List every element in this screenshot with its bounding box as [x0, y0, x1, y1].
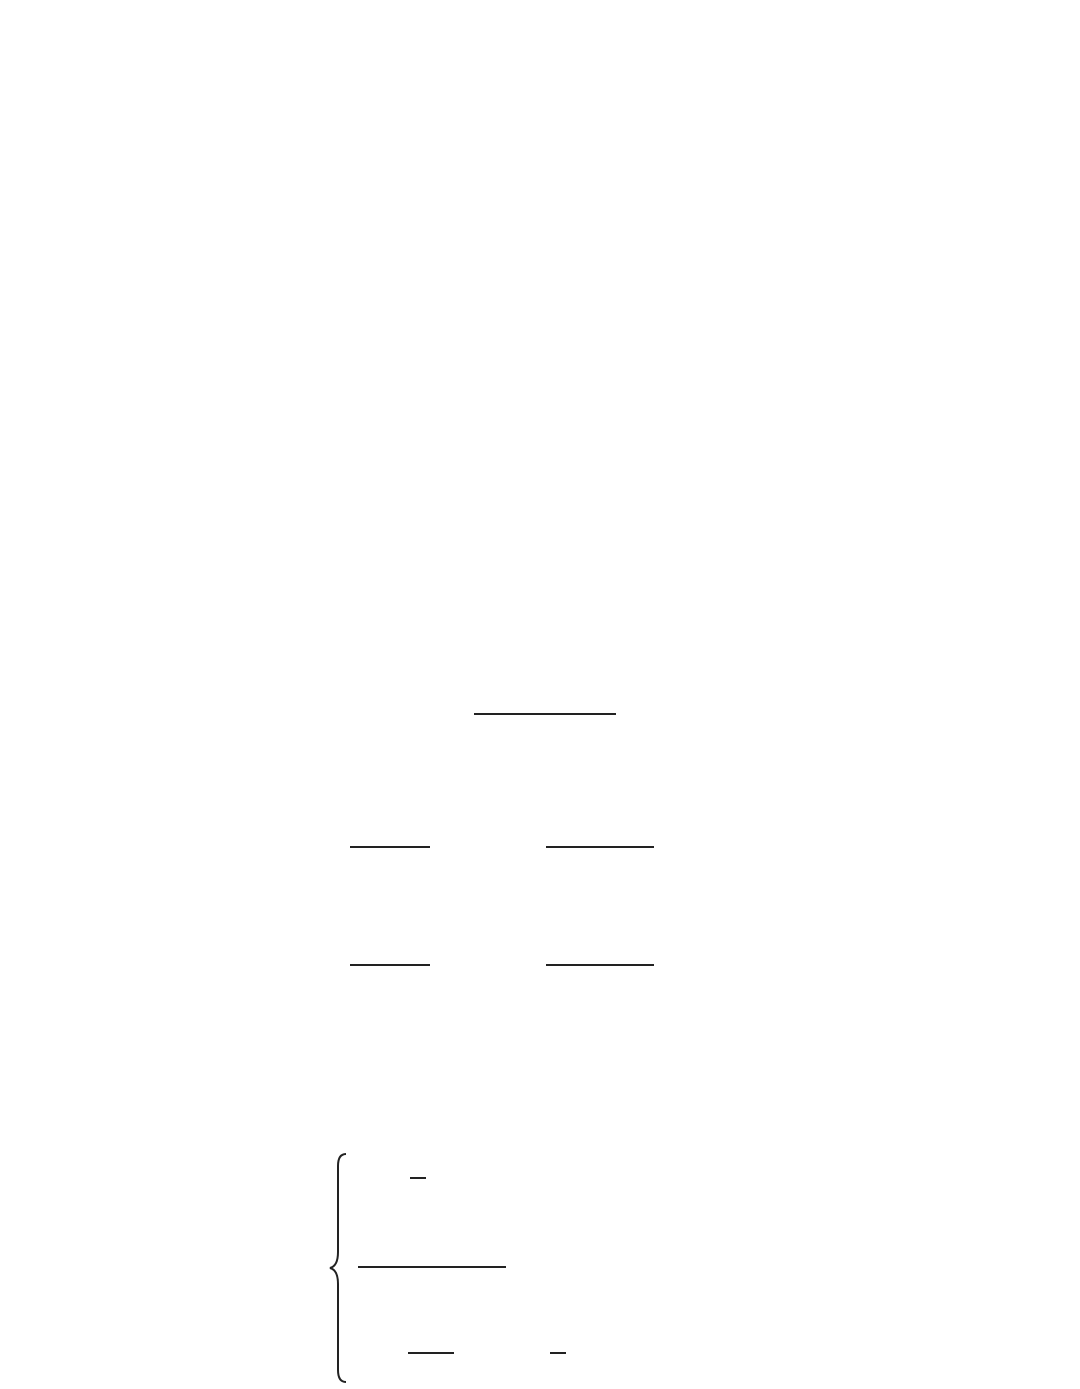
figure-charts: [100, 285, 900, 495]
eq73-right-bar: [546, 964, 654, 966]
eq72-right-bar: [546, 846, 654, 848]
eq73-left-bar: [350, 964, 430, 966]
eq71-fraction-bar: [474, 713, 616, 715]
eq74-row1-frac-bar: [410, 1177, 426, 1179]
eq74-row3-frac2-bar: [550, 1352, 566, 1354]
eq74-row2-frac-bar: [358, 1266, 506, 1268]
figure-caption: [98, 540, 918, 567]
eq72-left-bar: [350, 846, 430, 848]
left-brace: [326, 1152, 350, 1384]
eq74-row3-frac-bar: [408, 1352, 454, 1354]
